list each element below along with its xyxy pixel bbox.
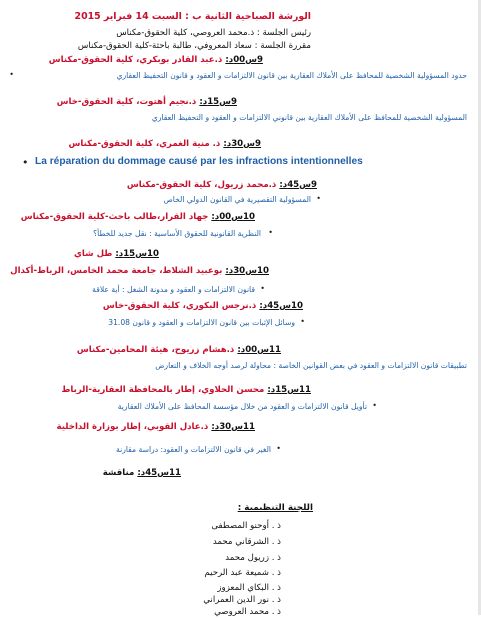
committee-member: ذ . شميعة عبد الرحيم xyxy=(204,568,281,578)
session-time: 11س15د: xyxy=(267,385,311,395)
session-speaker: 10س15د: طل شاي xyxy=(74,249,159,259)
session-time: 10س45د: xyxy=(259,301,303,311)
session-speaker: 11س15د: محسن الحلاوي، إطار بالمحافظة العقارية-الرباط xyxy=(61,385,311,395)
session-topic: La réparation du dommage causé par les infractions intentionnelles xyxy=(35,156,363,167)
session-topic: تأويل قانون الالتزامات و العقود من خلال مؤسسة المحافظ على الأملاك العقارية xyxy=(117,402,367,411)
bullet-icon: • xyxy=(276,444,281,453)
session-topic: المسؤولية الشخصية للمحافظ على الأملاك العقارية بين قانوني الالتزامات و العقود و التحفيظ العقاري xyxy=(151,113,467,122)
session-topic: قانون الالتزامات و العقود و مدونة الشغل : أية علاقة xyxy=(92,285,255,294)
session-time: 10س15د: xyxy=(115,249,159,259)
session-time: 9س00د: xyxy=(225,55,263,65)
session-speaker: 9س00د: ذ.عبد القادر بوبكري، كلية الحقوق-مكناس xyxy=(48,55,263,65)
session-topic: تطبيقات قانون الالتزامات و العقود في بعض القوانين الخاصة : محاولة لرصد أوجه الخلاف و التعارض xyxy=(155,361,467,370)
bullet-icon: • xyxy=(260,284,265,293)
session-time: 10س00د: xyxy=(211,212,255,222)
session-topic: حدود المسؤولية الشخصية للمحافظ على الأملاك العقارية بين قانون الالتزامات و العقود و قانون التحفيظ العقاري xyxy=(116,71,467,80)
committee-title: اللجنة التنظيمية : xyxy=(237,503,313,513)
document-title: الورشة الصباحية الثانية ب : السبت 14 فبراير 2015 xyxy=(74,11,311,22)
session-time: 9س45د: xyxy=(279,180,317,190)
session-time: 9س15د: xyxy=(199,97,237,107)
committee-member: ذ . أوحنو المصطفى xyxy=(211,521,281,531)
session-speaker: 10س00د: جهاد القرار،طالب باحث-كلية الحقوق-مكناس xyxy=(20,212,255,222)
session-topic: المسؤولية التقصيرية في القانون الدولي الخاص xyxy=(163,195,311,204)
session-speaker: 11س00د: ذ.هشام زريوح، هيئة المحامين-مكناس xyxy=(76,345,281,355)
session-topic: الغير في قانون الالتزامات و العقود: دراسة مقارنة xyxy=(116,445,271,454)
bullet-icon: • xyxy=(300,317,305,326)
committee-member: ذ . محمد العروصي xyxy=(214,607,281,617)
session-rapporteur: مقررة الجلسة : سعاد المعروفي، طالبة باحثة-كلية الحقوق-مكناس xyxy=(77,41,311,51)
session-chair: رئيس الجلسة : ذ.محمد العروصي، كلية الحقوق-مكناس xyxy=(116,28,311,38)
bullet-icon: • xyxy=(316,194,321,203)
session-time: 11س45د: xyxy=(137,468,181,478)
bullet-icon: • xyxy=(22,156,29,169)
session-speaker: 10س45د: ذ.نرجس البكوري، كلية الحقوق-خاس xyxy=(102,301,303,311)
committee-member: ذ . البكاي المعزوز xyxy=(217,583,281,593)
session-topic: وسائل الإثبات بين قانون الالتزامات و العقود و قانون 31.08 xyxy=(108,318,295,327)
session-time: 10س30د: xyxy=(225,266,269,276)
session-speaker: 11س30د: ذ.عادل القوبي، إطار بوزارة الداخلية xyxy=(56,422,255,432)
session-speaker: 9س30د: ذ. منية الغمري، كلية الحقوق-مكناس xyxy=(68,139,261,149)
committee-member: ذ . زريول محمد xyxy=(225,553,281,563)
session-topic: النظرية القانونية للحقوق الأساسية : نقل جديد للخطأ؟ xyxy=(93,229,261,238)
bullet-icon: • xyxy=(9,70,14,79)
bullet-icon: • xyxy=(268,228,273,237)
committee-member: ذ . نور الدين العمراني xyxy=(203,595,281,605)
session-time: 11س00د: xyxy=(237,345,281,355)
session-speaker: 10س30د: بوعبيد الشلاط، جامعة محمد الخامس، الرباط-أكدال xyxy=(10,266,269,276)
session-time: 9س30د: xyxy=(223,139,261,149)
committee-member: ذ . الشرقاني محمد xyxy=(212,537,281,547)
session-speaker: 9س15د: ذ.نجيم أهتوت، كلية الحقوق-خاس xyxy=(56,97,237,107)
session-speaker: 9س45د: ذ.محمد زريول، كلية الحقوق-مكناس xyxy=(126,180,317,190)
session-speaker: 11س45د: مناقشة xyxy=(102,468,181,478)
session-time: 11س30د: xyxy=(211,422,255,432)
bullet-icon: • xyxy=(372,401,377,410)
